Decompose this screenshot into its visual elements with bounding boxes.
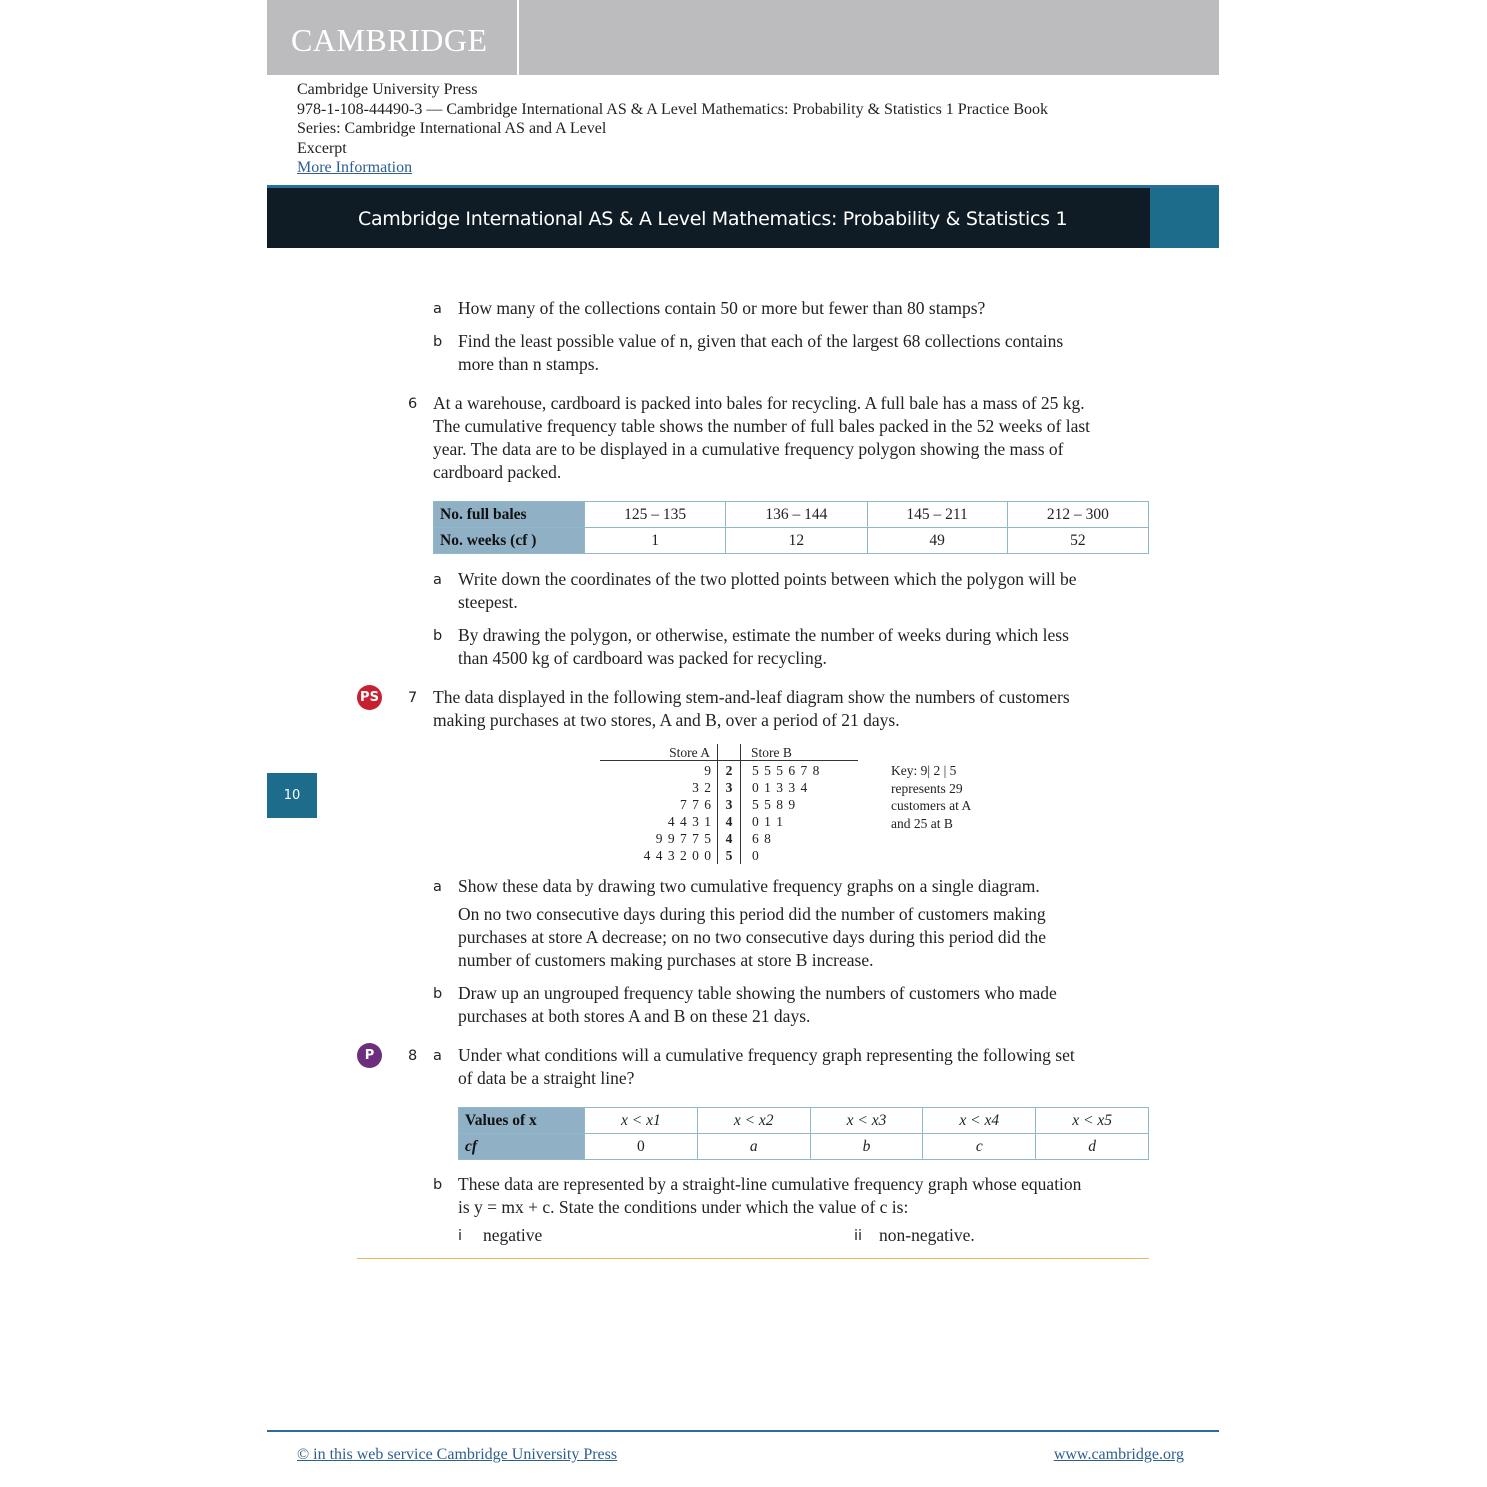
q6-line4: cardboard packed. [433, 462, 562, 482]
q5a-text: How many of the collections contain 50 or more but fewer than 80 stamps? [458, 298, 986, 318]
book-title-bar [267, 185, 1219, 248]
table-row [459, 1108, 1149, 1134]
table-cell: 52 [1007, 528, 1148, 554]
q7-number: 7 [408, 690, 418, 706]
table-cell: 136 – 144 [726, 502, 867, 528]
q6a-line1: Write down the coordinates of the two plotted points between which the polygon will be [458, 569, 1077, 589]
table-header-cell: Values of x [459, 1108, 585, 1134]
stem: 3 [725, 797, 733, 812]
q7-note-line3: number of customers making purchases at store B increase. [458, 950, 874, 970]
q7b-line2: purchases at both stores A and B on these 21 days. [458, 1006, 811, 1026]
q5b-label: b [433, 334, 443, 350]
leaf-a: 4 4 3 2 0 0 [643, 848, 711, 863]
table-cell: d [1036, 1134, 1149, 1160]
key-line: Key: 9| 2 | 5 [891, 763, 957, 778]
table-cell: x < x5 [1036, 1108, 1149, 1134]
q8bii-text: non-negative. [879, 1225, 975, 1245]
table-cell: b [810, 1134, 923, 1160]
q8bi-text: negative [483, 1225, 543, 1245]
q7a-text: Show these data by drawing two cumulative frequency graphs on a single diagram. [458, 876, 1040, 896]
table-header-cell: No. full bales [434, 502, 585, 528]
table-cell: c [923, 1134, 1036, 1160]
q6a-line2: steepest. [458, 592, 518, 612]
q6-cf-table [433, 501, 1149, 554]
leaf-a: 9 [704, 763, 711, 778]
q5a-label: a [433, 301, 442, 317]
meta-publisher: Cambridge University Press [297, 81, 478, 98]
section-divider [357, 1258, 1149, 1259]
page [267, 0, 1219, 1487]
q8b-line2: is y = mx + c. State the conditions under which the value of c is: [458, 1197, 909, 1217]
key-line: customers at A [891, 798, 972, 813]
table-cell: x < x2 [697, 1108, 810, 1134]
table-cell: 12 [726, 528, 867, 554]
q7a-label: a [433, 879, 442, 895]
leaf-b: 5 5 5 6 7 8 [752, 763, 820, 778]
q8b-label: b [433, 1177, 443, 1193]
book-meta [297, 80, 1048, 178]
q8a-line1: Under what conditions will a cumulative frequency graph representing the following set [458, 1045, 1075, 1065]
stem-leaf-key [891, 762, 971, 832]
q7-line1: The data displayed in the following stem-and-leaf diagram show the numbers of customers [433, 687, 1070, 707]
q6b-line2: than 4500 kg of cardboard was packed for recycling. [458, 648, 827, 668]
footer-divider [267, 1430, 1219, 1432]
leaf-a: 7 7 6 [680, 797, 711, 812]
page-number: 10 [267, 773, 317, 818]
store-b-title: Store B [751, 745, 792, 760]
right-stem-rule [740, 744, 741, 864]
q5b-line2: more than n stamps. [458, 354, 599, 374]
table-header-cell: No. weeks (cf ) [434, 528, 585, 554]
key-line: and 25 at B [891, 815, 953, 831]
q8a-label: a [433, 1048, 442, 1064]
more-information-link[interactable]: More Information [297, 159, 413, 176]
stem: 4 [725, 831, 733, 846]
q6b-line1: By drawing the polygon, or otherwise, estimate the number of weeks during which less [458, 625, 1069, 645]
leaf-a: 4 4 3 1 [667, 814, 711, 829]
cambridge-website-link[interactable]: www.cambridge.org [1053, 1446, 1184, 1463]
table-cell: a [697, 1134, 810, 1160]
key-line: represents 29 [891, 780, 963, 796]
q6-line3: year. The data are to be displayed in a cumulative frequency polygon showing the mass of [433, 439, 1064, 459]
title-bar-accent [1150, 188, 1219, 248]
table-header-cell: cf [459, 1134, 585, 1160]
cambridge-logo: CAMBRIDGE [291, 22, 488, 58]
q8-number: 8 [408, 1048, 418, 1064]
table-row [434, 502, 1149, 528]
q6-line2: The cumulative frequency table shows the number of full bales packed in the 52 weeks of last [433, 416, 1091, 436]
q6a-label: a [433, 572, 442, 588]
logo-box [267, 0, 519, 75]
q7b-label: b [433, 986, 443, 1002]
q5b-line1: Find the least possible value of n, given that each of the largest 68 collections contains [458, 331, 1064, 351]
store-a-title: Store A [669, 745, 710, 760]
q8a-line2: of data be a straight line? [458, 1068, 635, 1088]
q6b-label: b [433, 628, 443, 644]
table-cell: 1 [585, 528, 726, 554]
q8bi-label: i [458, 1228, 463, 1244]
stem-leaf-diagram [600, 744, 870, 866]
stem: 2 [725, 763, 733, 778]
leaf-b: 0 1 3 3 4 [752, 780, 808, 795]
meta-excerpt: Excerpt [297, 139, 347, 157]
leaf-a: 9 9 7 7 5 [655, 831, 711, 846]
leaf-b: 6 8 [752, 831, 771, 846]
q8b-line1: These data are represented by a straight-line cumulative frequency graph whose equation [458, 1174, 1082, 1194]
copyright-link[interactable]: © in this web service Cambridge University Press [297, 1446, 618, 1463]
table-cell: 212 – 300 [1007, 502, 1148, 528]
q8bii-label: ii [854, 1228, 863, 1244]
stem: 5 [725, 848, 733, 863]
leaf-b: 5 5 8 9 [752, 797, 796, 812]
table-cell: x < x4 [923, 1108, 1036, 1134]
leaf-b: 0 [752, 848, 759, 863]
proof-badge: P [357, 1043, 382, 1068]
meta-isbn-title: 978-1-108-44490-3 — Cambridge International AS & A Level Mathematics: Probability & Statistics 1 Practice Book [297, 100, 1048, 118]
top-band [267, 0, 1219, 75]
book-title: Cambridge International AS & A Level Mathematics: Probability & Statistics 1 [358, 208, 1068, 230]
table-cell: x < x3 [810, 1108, 923, 1134]
q7b-line1: Draw up an ungrouped frequency table showing the numbers of customers who made [458, 983, 1057, 1003]
q6-number: 6 [408, 396, 418, 412]
q8-table [458, 1107, 1149, 1160]
q6-line1: At a warehouse, cardboard is packed into bales for recycling. A full bale has a mass of 25 kg. [433, 393, 1085, 413]
stem: 4 [725, 814, 733, 829]
q7-line2: making purchases at two stores, A and B, over a period of 21 days. [433, 710, 900, 730]
table-cell: 145 – 211 [867, 502, 1007, 528]
q7-note-line2: purchases at store A decrease; on no two consecutive days during this period did the [458, 927, 1047, 947]
leaf-b: 0 1 1 [752, 814, 783, 829]
table-cell: 49 [867, 528, 1007, 554]
stem: 3 [725, 780, 733, 795]
table-cell: 125 – 135 [585, 502, 726, 528]
meta-series: Series: Cambridge International AS and A Level [297, 120, 607, 137]
table-cell: 0 [585, 1134, 698, 1160]
table-cell: x < x1 [585, 1108, 698, 1134]
leaf-a: 3 2 [692, 780, 711, 795]
table-row [459, 1134, 1149, 1160]
problem-solving-badge: PS [357, 685, 382, 710]
q7-note-line1: On no two consecutive days during this period did the number of customers making [458, 904, 1046, 924]
table-row [434, 528, 1149, 554]
